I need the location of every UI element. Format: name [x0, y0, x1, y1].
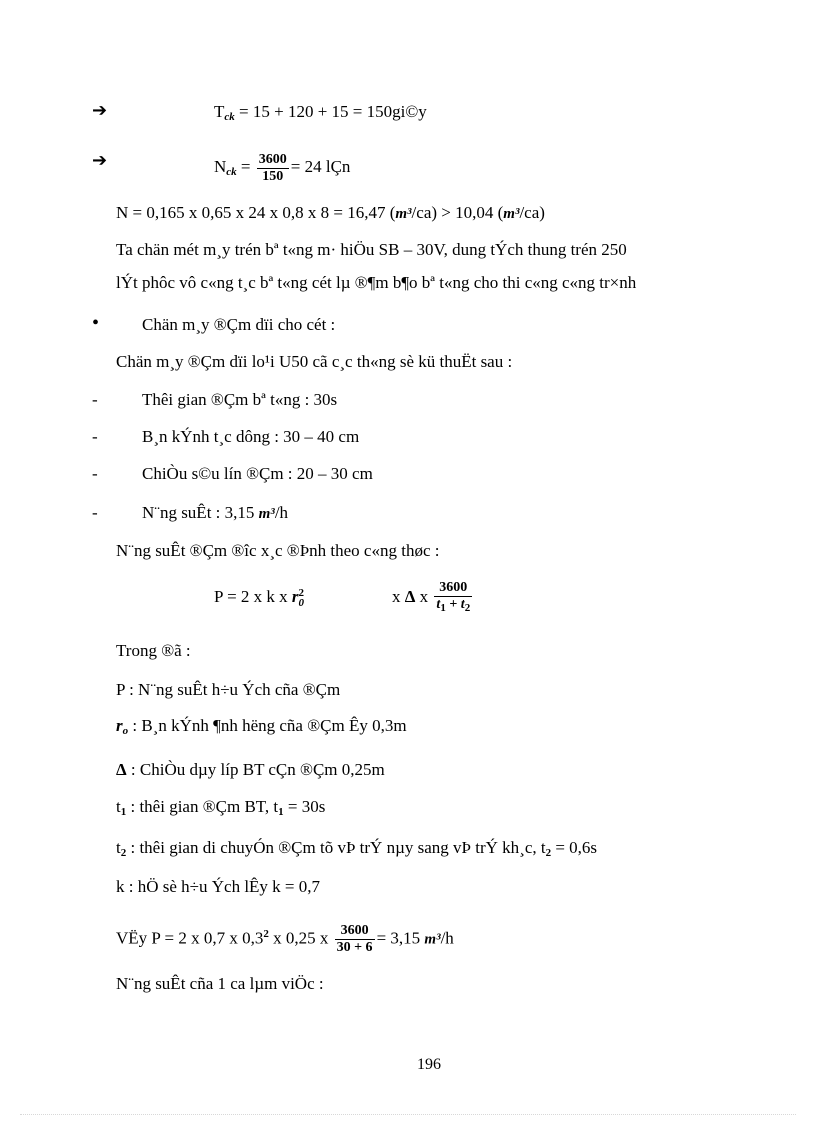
def-t2: t2 : thêi gian di chuyÓn ®Çm tõ vÞ trÝ nµy sang vÞ trÝ kh¸c, t2 = 0,6s — [116, 838, 598, 859]
dash-marker: - — [92, 390, 98, 409]
spec-item-power: N¨ng suÊt : 3,15 m³/h — [142, 503, 289, 522]
page-number: 196 — [417, 1056, 441, 1073]
arrow-icon: ➔ — [92, 100, 108, 121]
where-label: Trong ®ã : — [116, 641, 191, 660]
dash-marker: - — [92, 464, 98, 483]
bullet-icon: • — [92, 312, 100, 334]
result-p: VËy P = 2 x 0,7 x $0,3^2$ x 0,25 x $\frac{3600}{30 + 6}$ = 3,15 m³/h — [116, 923, 454, 956]
fraction: $\frac{3600}{t_1 + t_2}$ — [436, 580, 471, 615]
spec-item: Thêi gian ®Çm bª t«ng : 30s — [142, 390, 338, 409]
bullet-item: Chän m¸y ®Çm dïi cho cét : — [142, 315, 336, 334]
formula-p: P = 2 x k x r 2 0 — [214, 587, 305, 610]
formula-p-right: x Δ x $\frac{3600}{t_1 + t_2}$ — [392, 580, 471, 615]
def-k: k : hÖ sè h÷u Ých lÊy k = 0,7 — [116, 877, 321, 896]
def-p: P : N¨ng suÊt h÷u Ých cña ®Çm — [116, 680, 341, 699]
formula-intro: N¨ng suÊt ®Çm ®îc x¸c ®Þnh theo c«ng thøc : — [116, 541, 440, 560]
paragraph-line: lÝt phôc vô c«ng t¸c bª t«ng cét lµ ®¶m b¶o bª t«ng cho thi c«ng c«ng tr×nh — [116, 273, 637, 292]
shift-capacity: N¨ng suÊt cña 1 ca lµm viÖc : — [116, 974, 324, 993]
def-t1: t1 : thêi gian ®Çm BT, t1 = 30s — [116, 797, 326, 818]
arrow-icon: ➔ — [92, 150, 108, 171]
dash-marker: - — [92, 503, 98, 522]
fraction: $\frac{3600}{150}$ — [258, 151, 287, 184]
paragraph-line: Ta chän mét m¸y trén bª t«ng m· hiÖu SB – 30V, dung tÝch thung trén 250 — [116, 240, 627, 259]
formula-tck: $T_{ck} = 15 + 120 + 15$ = 150gi©y — [214, 102, 427, 123]
dash-marker: - — [92, 427, 98, 446]
specs-intro: Chän m¸y ®Çm dïi lo¹i U50 cã c¸c th«ng sè kü thuËt sau : — [116, 352, 513, 371]
def-delta: Δ : ChiÒu dµy líp BT cÇn ®Çm 0,25m — [116, 760, 385, 779]
formula-nck: $N_{ck}$ = $\frac{3600}{150}$ = 24 lÇn — [214, 151, 351, 184]
fraction: $\frac{3600}{30 + 6}$ — [336, 923, 373, 956]
line-n-capacity: N = 0,165 x 0,65 x 24 x 0,8 x 8 = 16,47 (m³/ca) > 10,04 (m³/ca) — [116, 203, 545, 222]
page-divider — [20, 1114, 796, 1115]
spec-item: ChiÒu s©u lín ®Çm : 20 – 30 cm — [142, 464, 373, 483]
def-r: $r_o$ : B¸n kÝnh ¶nh hëng cña ®Çm Êy 0,3m — [116, 716, 407, 737]
spec-item: B¸n kÝnh t¸c dông : 30 – 40 cm — [142, 427, 360, 446]
